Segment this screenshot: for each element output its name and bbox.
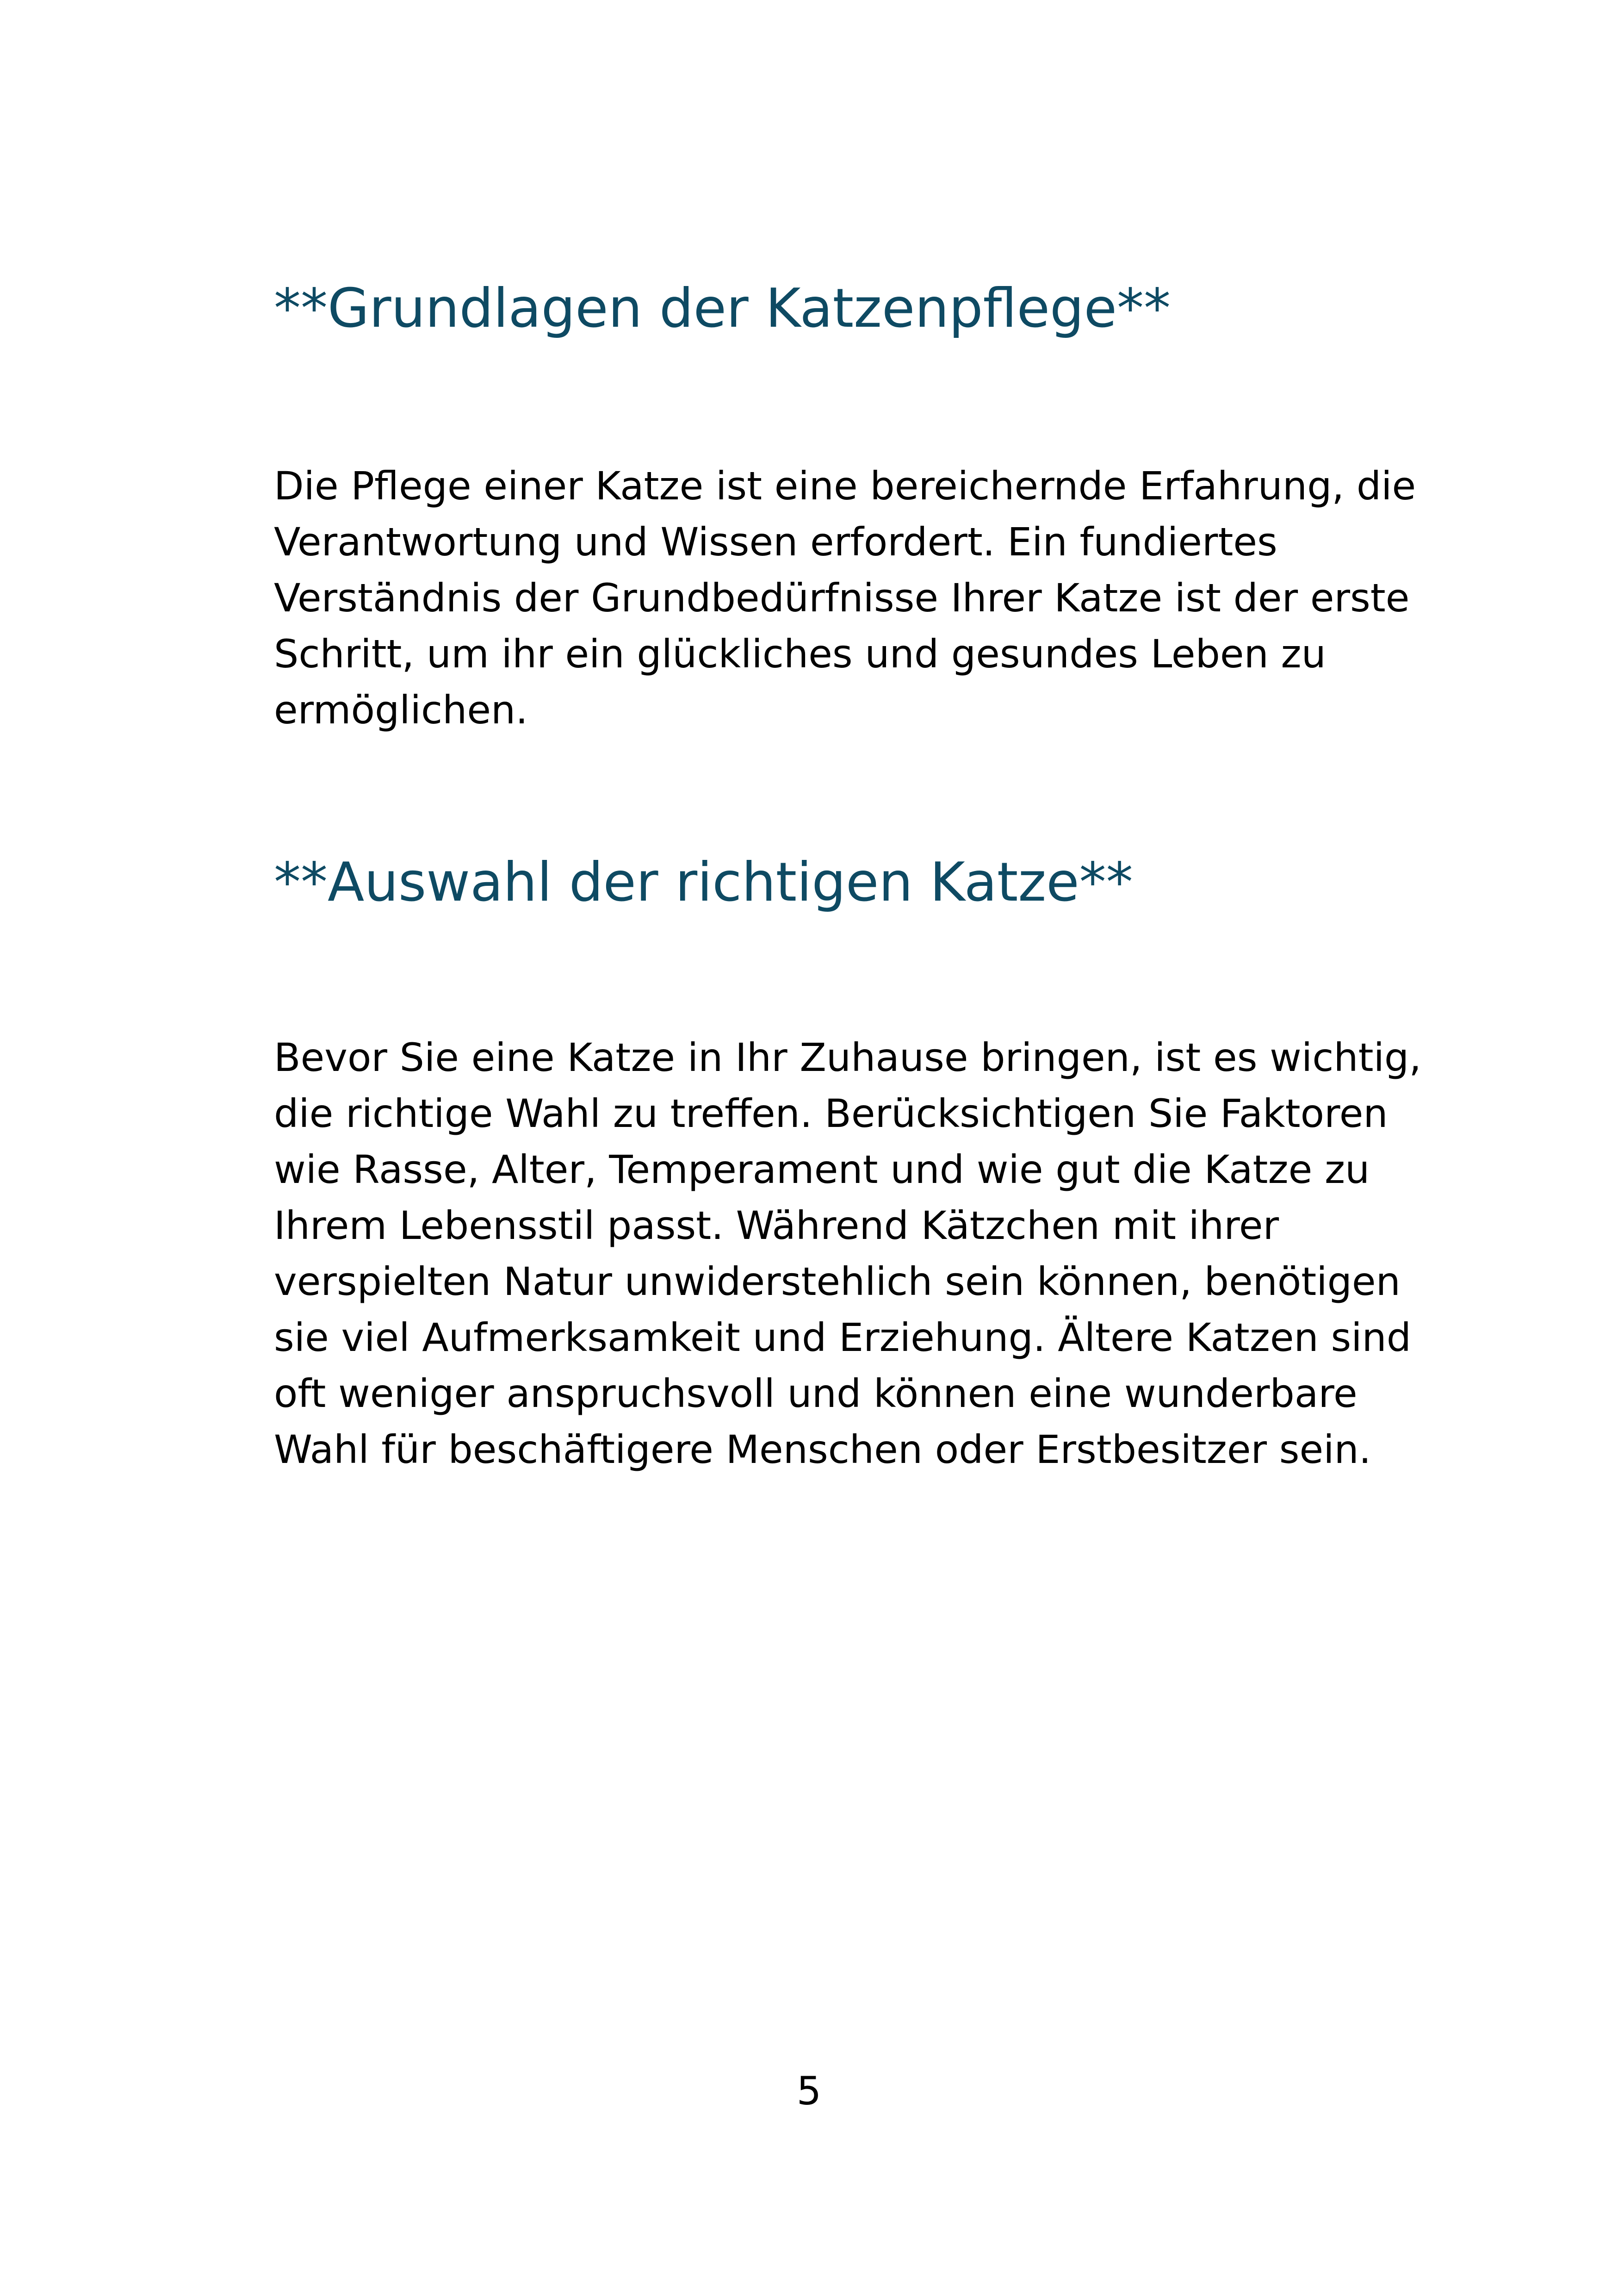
paragraph-line: Bevor Sie eine Katze in Ihr Zuhause bringen, ist es wichtig, (274, 1035, 1421, 1080)
paragraph-line: ermöglichen. (274, 687, 528, 733)
paragraph-line: Wahl für beschäftigere Menschen oder Erstbesitzer sein. (274, 1427, 1371, 1472)
section-paragraph-auswahl (274, 1030, 1421, 1478)
paragraph-line: Die Pflege einer Katze ist eine bereichernde Erfahrung, die (274, 463, 1416, 509)
paragraph-line: Schritt, um ihr ein glückliches und gesundes Leben zu (274, 631, 1326, 677)
paragraph-line: die richtige Wahl zu treffen. Berücksichtigen Sie Faktoren (274, 1091, 1388, 1136)
paragraph-line: verspielten Natur unwiderstehlich sein können, benötigen (274, 1259, 1401, 1304)
section-paragraph-grundlagen (274, 458, 1416, 738)
section-heading-grundlagen: **Grundlagen der Katzenpflege** (274, 277, 1171, 340)
paragraph-line: wie Rasse, Alter, Temperament und wie gut die Katze zu (274, 1147, 1370, 1192)
paragraph-line: Ihrem Lebensstil passt. Während Kätzchen mit ihrer (274, 1203, 1279, 1248)
paragraph-line: sie viel Aufmerksamkeit und Erziehung. Ältere Katzen sind (274, 1315, 1412, 1360)
paragraph-line: oft weniger anspruchsvoll und können eine wunderbare (274, 1371, 1358, 1416)
section-heading-auswahl: **Auswahl der richtigen Katze** (274, 851, 1133, 914)
page-number: 5 (796, 2068, 822, 2114)
paragraph-line: Verantwortung und Wissen erfordert. Ein fundiertes (274, 519, 1277, 565)
paragraph-line: Verständnis der Grundbedürfnisse Ihrer Katze ist der erste (274, 575, 1410, 621)
